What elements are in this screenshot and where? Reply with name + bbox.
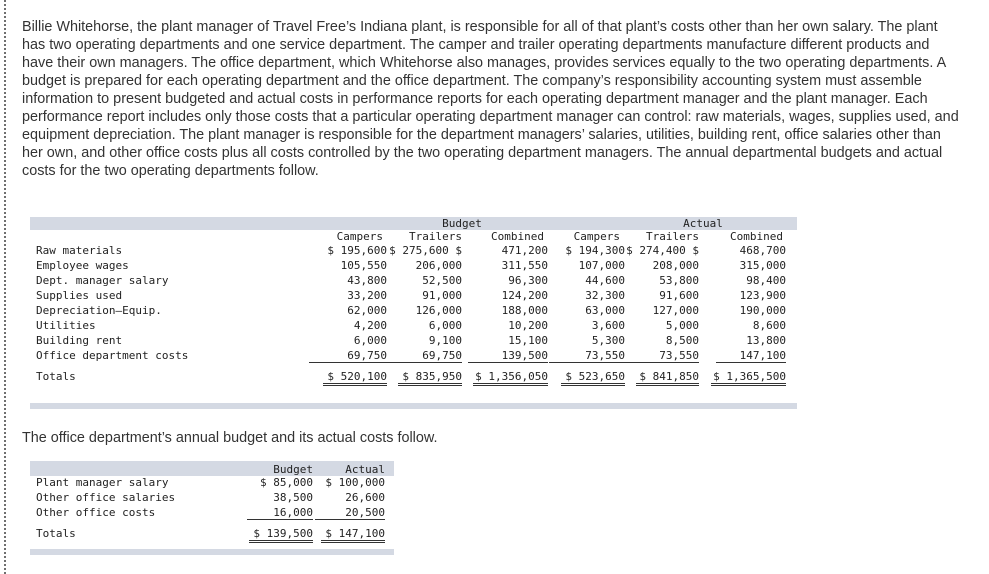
table-row	[30, 349, 797, 364]
table-row	[30, 319, 797, 334]
office-column-header: Actual	[345, 463, 385, 476]
row-value: 315,000	[739, 259, 786, 272]
row-value: 208,000	[652, 259, 699, 272]
row-value: 6,000	[428, 319, 462, 332]
table-row	[30, 274, 797, 289]
office-intro-text: The office department’s annual budget and its actual costs follow.	[22, 430, 438, 446]
row-label: Depreciation—Equip.	[36, 304, 162, 317]
department-cost-table	[30, 217, 797, 385]
row-value: 32,300	[585, 289, 625, 302]
total-value: $ 835,950	[398, 370, 462, 386]
table-body	[30, 244, 797, 364]
row-value: 43,800	[347, 274, 387, 287]
row-value: 8,500	[665, 334, 699, 347]
budget-group-header: Budget	[442, 217, 482, 230]
row-value: 123,900	[739, 289, 786, 302]
office-column-header: Budget	[273, 463, 313, 476]
office-total-value: $ 147,100	[321, 527, 385, 543]
row-value: 311,550	[501, 259, 548, 272]
row-value: 63,000	[585, 304, 625, 317]
row-value: 147,100	[716, 349, 786, 363]
row-value: $ 194,300	[565, 244, 625, 257]
row-value: 91,000	[422, 289, 462, 302]
table-row	[30, 334, 797, 349]
office-header-band	[30, 461, 394, 476]
column-header: Campers	[573, 230, 620, 243]
office-row-label: Other office costs	[36, 506, 156, 519]
office-totals-row	[30, 527, 394, 542]
row-label: Raw materials	[36, 244, 123, 257]
row-value: 73,550	[611, 349, 699, 363]
row-value: 3,600	[591, 319, 625, 332]
row-value: 127,000	[652, 304, 699, 317]
row-value: 139,500	[468, 349, 548, 363]
row-value: 73,550	[549, 349, 625, 363]
table-row	[30, 259, 797, 274]
office-row-value: 16,000	[247, 506, 313, 520]
row-label: Building rent	[36, 334, 123, 347]
row-value: 206,000	[415, 259, 462, 272]
office-row-label: Plant manager salary	[36, 476, 169, 489]
row-value: 13,800	[746, 334, 786, 347]
table-header-band	[30, 217, 797, 230]
row-value: 98,400	[746, 274, 786, 287]
row-value: 8,600	[752, 319, 786, 332]
office-totals-label: Totals	[36, 527, 76, 540]
row-value: 91,600	[659, 289, 699, 302]
column-header: Trailers	[409, 230, 462, 243]
actual-group-header: Actual	[683, 217, 723, 230]
left-dotted-rule	[4, 0, 6, 574]
row-value: 6,000	[353, 334, 387, 347]
total-value: $ 1,365,500	[711, 370, 786, 386]
office-row	[30, 506, 394, 521]
row-value: 15,100	[508, 334, 548, 347]
row-value: 468,700	[739, 244, 786, 257]
office-row-value: 38,500	[273, 491, 313, 504]
row-value: 9,100	[428, 334, 462, 347]
totals-label: Totals	[36, 370, 76, 383]
totals-row	[30, 370, 797, 385]
row-label: Employee wages	[36, 259, 129, 272]
column-header: Combined	[730, 230, 783, 243]
row-value: 4,200	[353, 319, 387, 332]
row-value: 5,000	[665, 319, 699, 332]
office-cost-table	[30, 461, 394, 542]
row-value: 96,300	[508, 274, 548, 287]
office-row-value: $ 85,000	[260, 476, 313, 489]
table-row	[30, 304, 797, 319]
row-value: 62,000	[347, 304, 387, 317]
row-value: 10,200	[508, 319, 548, 332]
column-header: Campers	[336, 230, 383, 243]
row-value: 69,750	[309, 349, 387, 363]
row-value: 126,000	[415, 304, 462, 317]
office-row	[30, 476, 394, 491]
total-value: $ 1,356,050	[473, 370, 548, 386]
row-value: 105,550	[340, 259, 387, 272]
office-row-value: 26,600	[345, 491, 385, 504]
office-row-value: $ 100,000	[325, 476, 385, 489]
row-value: 5,300	[591, 334, 625, 347]
column-headers	[30, 230, 797, 244]
column-header: Combined	[491, 230, 544, 243]
row-value: 44,600	[585, 274, 625, 287]
row-value: 124,200	[501, 289, 548, 302]
row-value: 69,750	[374, 349, 462, 363]
office-row	[30, 491, 394, 506]
row-value: 188,000	[501, 304, 548, 317]
table-bottom-band	[30, 403, 797, 409]
row-value: $ 274,400 $	[626, 244, 699, 257]
table-row	[30, 244, 797, 259]
table-row	[30, 289, 797, 304]
row-label: Office department costs	[36, 349, 189, 362]
row-value: $ 195,600	[327, 244, 387, 257]
office-total-value: $ 139,500	[249, 527, 313, 543]
office-row-label: Other office salaries	[36, 491, 176, 504]
row-value: 52,500	[422, 274, 462, 287]
intro-paragraph: Billie Whitehorse, the plant manager of Travel Free’s Indiana plant, is responsible for all of that plant’s costs other than her own salary. The plant has two operating departments and one service department. The camper and trailer operating departments manufacture different products and have their own managers. The office department, which Whitehorse also manages, provides services equally to the two operating departments. A budget is prepared for each operating department and the office department. The company’s responsibility accounting system must assemble information to present budgeted and actual costs in performance reports for each operating department manager and the plant manager. Each performance report includes only those costs that a particular operating department manager can control: raw materials, wages, supplies used, and equipment depreciation. The plant manager is responsible for the department managers’ salaries, utilities, building rent, office salaries other than her own, and other office costs plus all costs controlled by the two operating department managers. The annual departmental budgets and actual costs for the two operating departments follow.	[22, 19, 959, 179]
total-value: $ 523,650	[561, 370, 625, 386]
total-value: $ 520,100	[323, 370, 387, 386]
row-label: Supplies used	[36, 289, 123, 302]
row-label: Dept. manager salary	[36, 274, 169, 287]
row-label: Utilities	[36, 319, 96, 332]
office-table-body	[30, 476, 394, 521]
total-value: $ 841,850	[636, 370, 699, 386]
column-header: Trailers	[646, 230, 699, 243]
office-row-value: 20,500	[315, 506, 385, 520]
row-value: 190,000	[739, 304, 786, 317]
row-value: $ 275,600 $	[389, 244, 462, 257]
row-value: 471,200	[501, 244, 548, 257]
row-value: 53,800	[659, 274, 699, 287]
office-bottom-band	[30, 549, 394, 555]
row-value: 107,000	[578, 259, 625, 272]
row-value: 33,200	[347, 289, 387, 302]
